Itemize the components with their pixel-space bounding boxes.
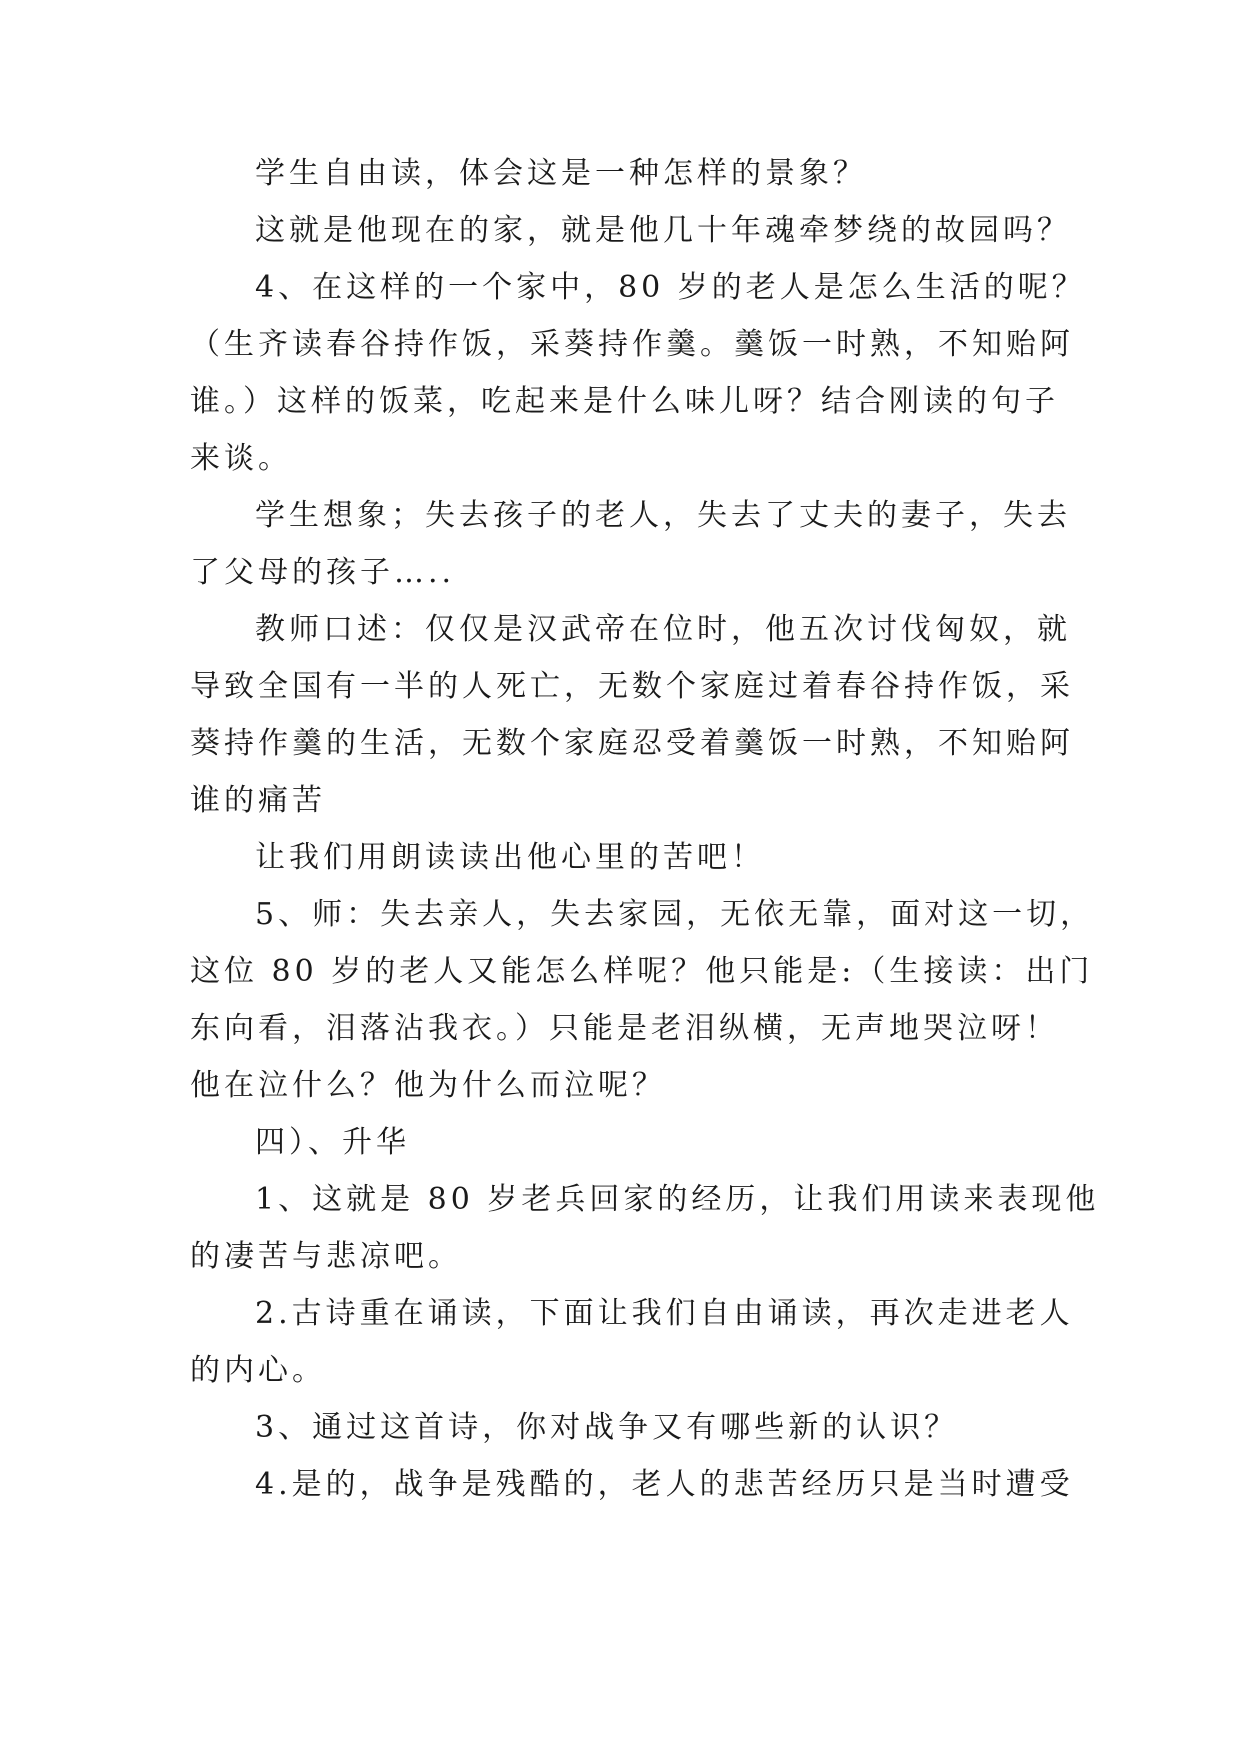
text-line: （生齐读春谷持作饭，采葵持作羹。羹饭一时熟，不知贻阿 — [190, 327, 1074, 362]
text-line: 这位 80 岁的老人又能怎么样呢？他只能是:（生接读：出门 — [190, 954, 1094, 989]
text-line: 来谈。 — [190, 441, 292, 476]
text-line: 东向看，泪落沾我衣。）只能是老泪纵横，无声地哭泣呀！ — [190, 1011, 1059, 1046]
text-line: 5、师：失去亲人，失去家园，无依无靠，面对这一切， — [255, 897, 1095, 932]
text-line: 学生自由读，体会这是一种怎样的景象？ — [255, 156, 867, 191]
text-line: 导致全国有一半的人死亡，无数个家庭过着春谷持作饭，采 — [190, 669, 1074, 704]
text-line: 的内心。 — [190, 1353, 326, 1388]
text-line: 学生想象；失去孩子的老人，失去了丈夫的妻子，失去 — [255, 498, 1071, 533]
text-line: 4.是的，战争是残酷的，老人的悲苦经历只是当时遭受 — [255, 1467, 1074, 1502]
text-line: 这就是他现在的家，就是他几十年魂牵梦绕的故园吗？ — [255, 213, 1071, 248]
text-line: 3、通过这首诗，你对战争又有哪些新的认识？ — [255, 1410, 959, 1445]
text-line: 教师口述：仅仅是汉武帝在位时，他五次讨伐匈奴，就 — [255, 612, 1071, 647]
text-line: 的凄苦与悲凉吧。 — [190, 1239, 462, 1274]
text-line: 1、这就是 80 岁老兵回家的经历，让我们用读来表现他 — [255, 1182, 1100, 1217]
text-line: 2.古诗重在诵读，下面让我们自由诵读，再次走进老人 — [255, 1296, 1074, 1331]
text-line: 让我们用朗读读出他心里的苦吧！ — [255, 840, 765, 875]
text-line: 葵持作羹的生活，无数个家庭忍受着羹饭一时熟，不知贻阿 — [190, 726, 1074, 761]
text-line: 谁的痛苦 — [190, 783, 326, 818]
text-line: 谁。）这样的饭菜，吃起来是什么味儿呀？结合刚读的句子 — [190, 384, 1059, 419]
section-heading: 四）、升华 — [255, 1125, 410, 1160]
text-line: 了父母的孩子….. — [190, 555, 456, 590]
text-line: 他在泣什么？他为什么而泣呢？ — [190, 1068, 666, 1103]
text-line: 4、在这样的一个家中，80 岁的老人是怎么生活的呢？ — [255, 270, 1086, 305]
